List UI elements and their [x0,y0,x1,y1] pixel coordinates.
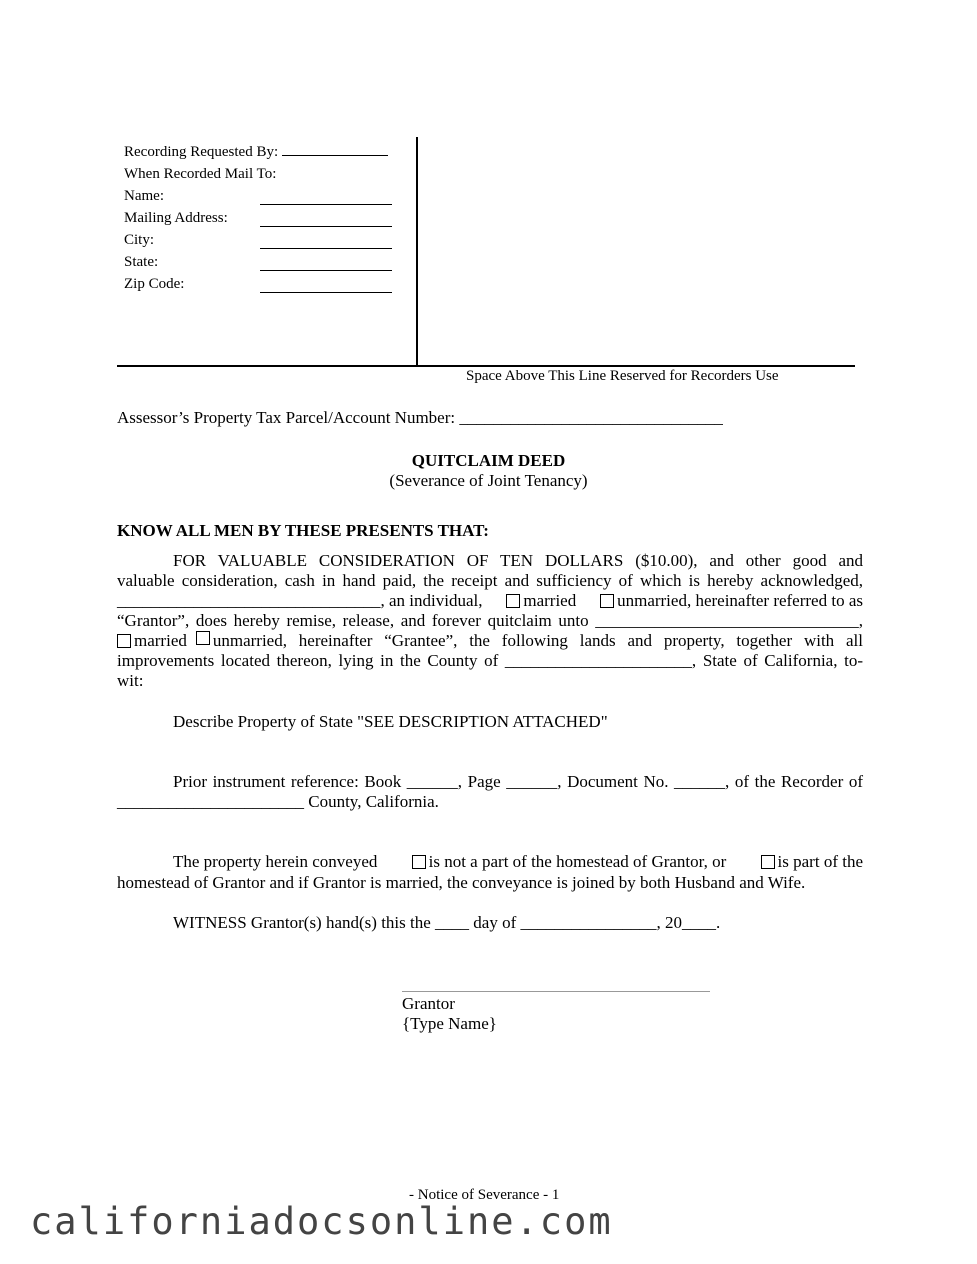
unmarried-label: unmarried, hereinafter referred to as [617,591,863,610]
know-all-men-heading: KNOW ALL MEN BY THESE PRESENTS THAT: [117,521,489,540]
is-homestead-checkbox[interactable] [761,855,775,869]
name-blank[interactable] [260,204,392,205]
homestead-line1: The property herein conveyed is not a part of the homestead of Grantor, or is part of the [173,852,863,871]
witness-line: WITNESS Grantor(s) hand(s) this the ____ day of ________________, 20____. [173,913,721,932]
unmarried-label: unmarried, hereinafter “Grantee”, the following lands and property, together with all [212,631,863,650]
vertical-divider [416,137,418,366]
prior-instrument-line1: Prior instrument reference: Book ______, Page ______, Document No. ______, of the Recorder of [173,772,863,791]
para1-line3 [117,591,863,611]
property-description: Describe Property of State "SEE DESCRIPTION ATTACHED" [173,712,608,731]
name-label: Name: [124,188,164,204]
para1-line1: FOR VALUABLE CONSIDERATION OF TEN DOLLARS ($10.00), and other good and [173,551,863,570]
grantor-label: Grantor [402,994,455,1013]
requested-by-blank[interactable] [282,141,388,156]
grantor-unmarried-checkbox[interactable] [600,594,614,608]
prior-instrument-line2: ______________________ County, California. [117,792,439,811]
grantee-married-checkbox[interactable] [117,634,131,648]
para1-line6: improvements located thereon, lying in the County of ______________________, State of California, to- [117,651,863,670]
homestead-line2: homestead of Grantor and if Grantor is married, the conveyance is joined by both Husband and Wife. [117,873,806,892]
recording-requested-label: Recording Requested By: [124,141,388,161]
state-label: State: [124,254,159,270]
grantor-name-blank[interactable]: _______________________________, an individual, [117,591,483,610]
assessor-parcel-line: Assessor’s Property Tax Parcel/Account Number: _______________________________ [117,408,723,427]
signature-line[interactable] [402,991,710,992]
married-label: married [523,591,577,610]
document-subtitle: (Severance of Joint Tenancy) [389,471,588,490]
zip-label: Zip Code: [124,276,185,292]
recorder-line [117,365,855,367]
grantor-married-checkbox[interactable] [506,594,520,608]
married-label: married [134,631,187,650]
mailing-address-blank[interactable] [260,226,392,227]
para1-line5 [117,631,863,651]
mailing-address-label: Mailing Address: [124,210,228,226]
state-blank[interactable] [260,270,392,271]
para1-line2: valuable consideration, cash in hand paid, the receipt and sufficiency of which is hereby acknowledged, [117,571,863,590]
reserved-note: Space Above This Line Reserved for Recorders Use [466,368,779,384]
not-homestead-checkbox[interactable] [412,855,426,869]
mail-to-label: When Recorded Mail To: [124,166,277,182]
city-label: City: [124,232,155,248]
type-name-label: {Type Name} [402,1014,497,1033]
watermark: californiadocsonline.com [30,1200,613,1243]
city-blank[interactable] [260,248,392,249]
zip-blank[interactable] [260,292,392,293]
grantee-unmarried-checkbox[interactable] [196,631,210,645]
page-footer: - Notice of Severance - 1 [409,1187,560,1203]
para1-line4: “Grantor”, does hereby remise, release, and forever quitclaim unto _______________________________, [117,611,863,630]
para1-line7: wit: [117,671,144,690]
document-title: QUITCLAIM DEED [411,451,566,470]
